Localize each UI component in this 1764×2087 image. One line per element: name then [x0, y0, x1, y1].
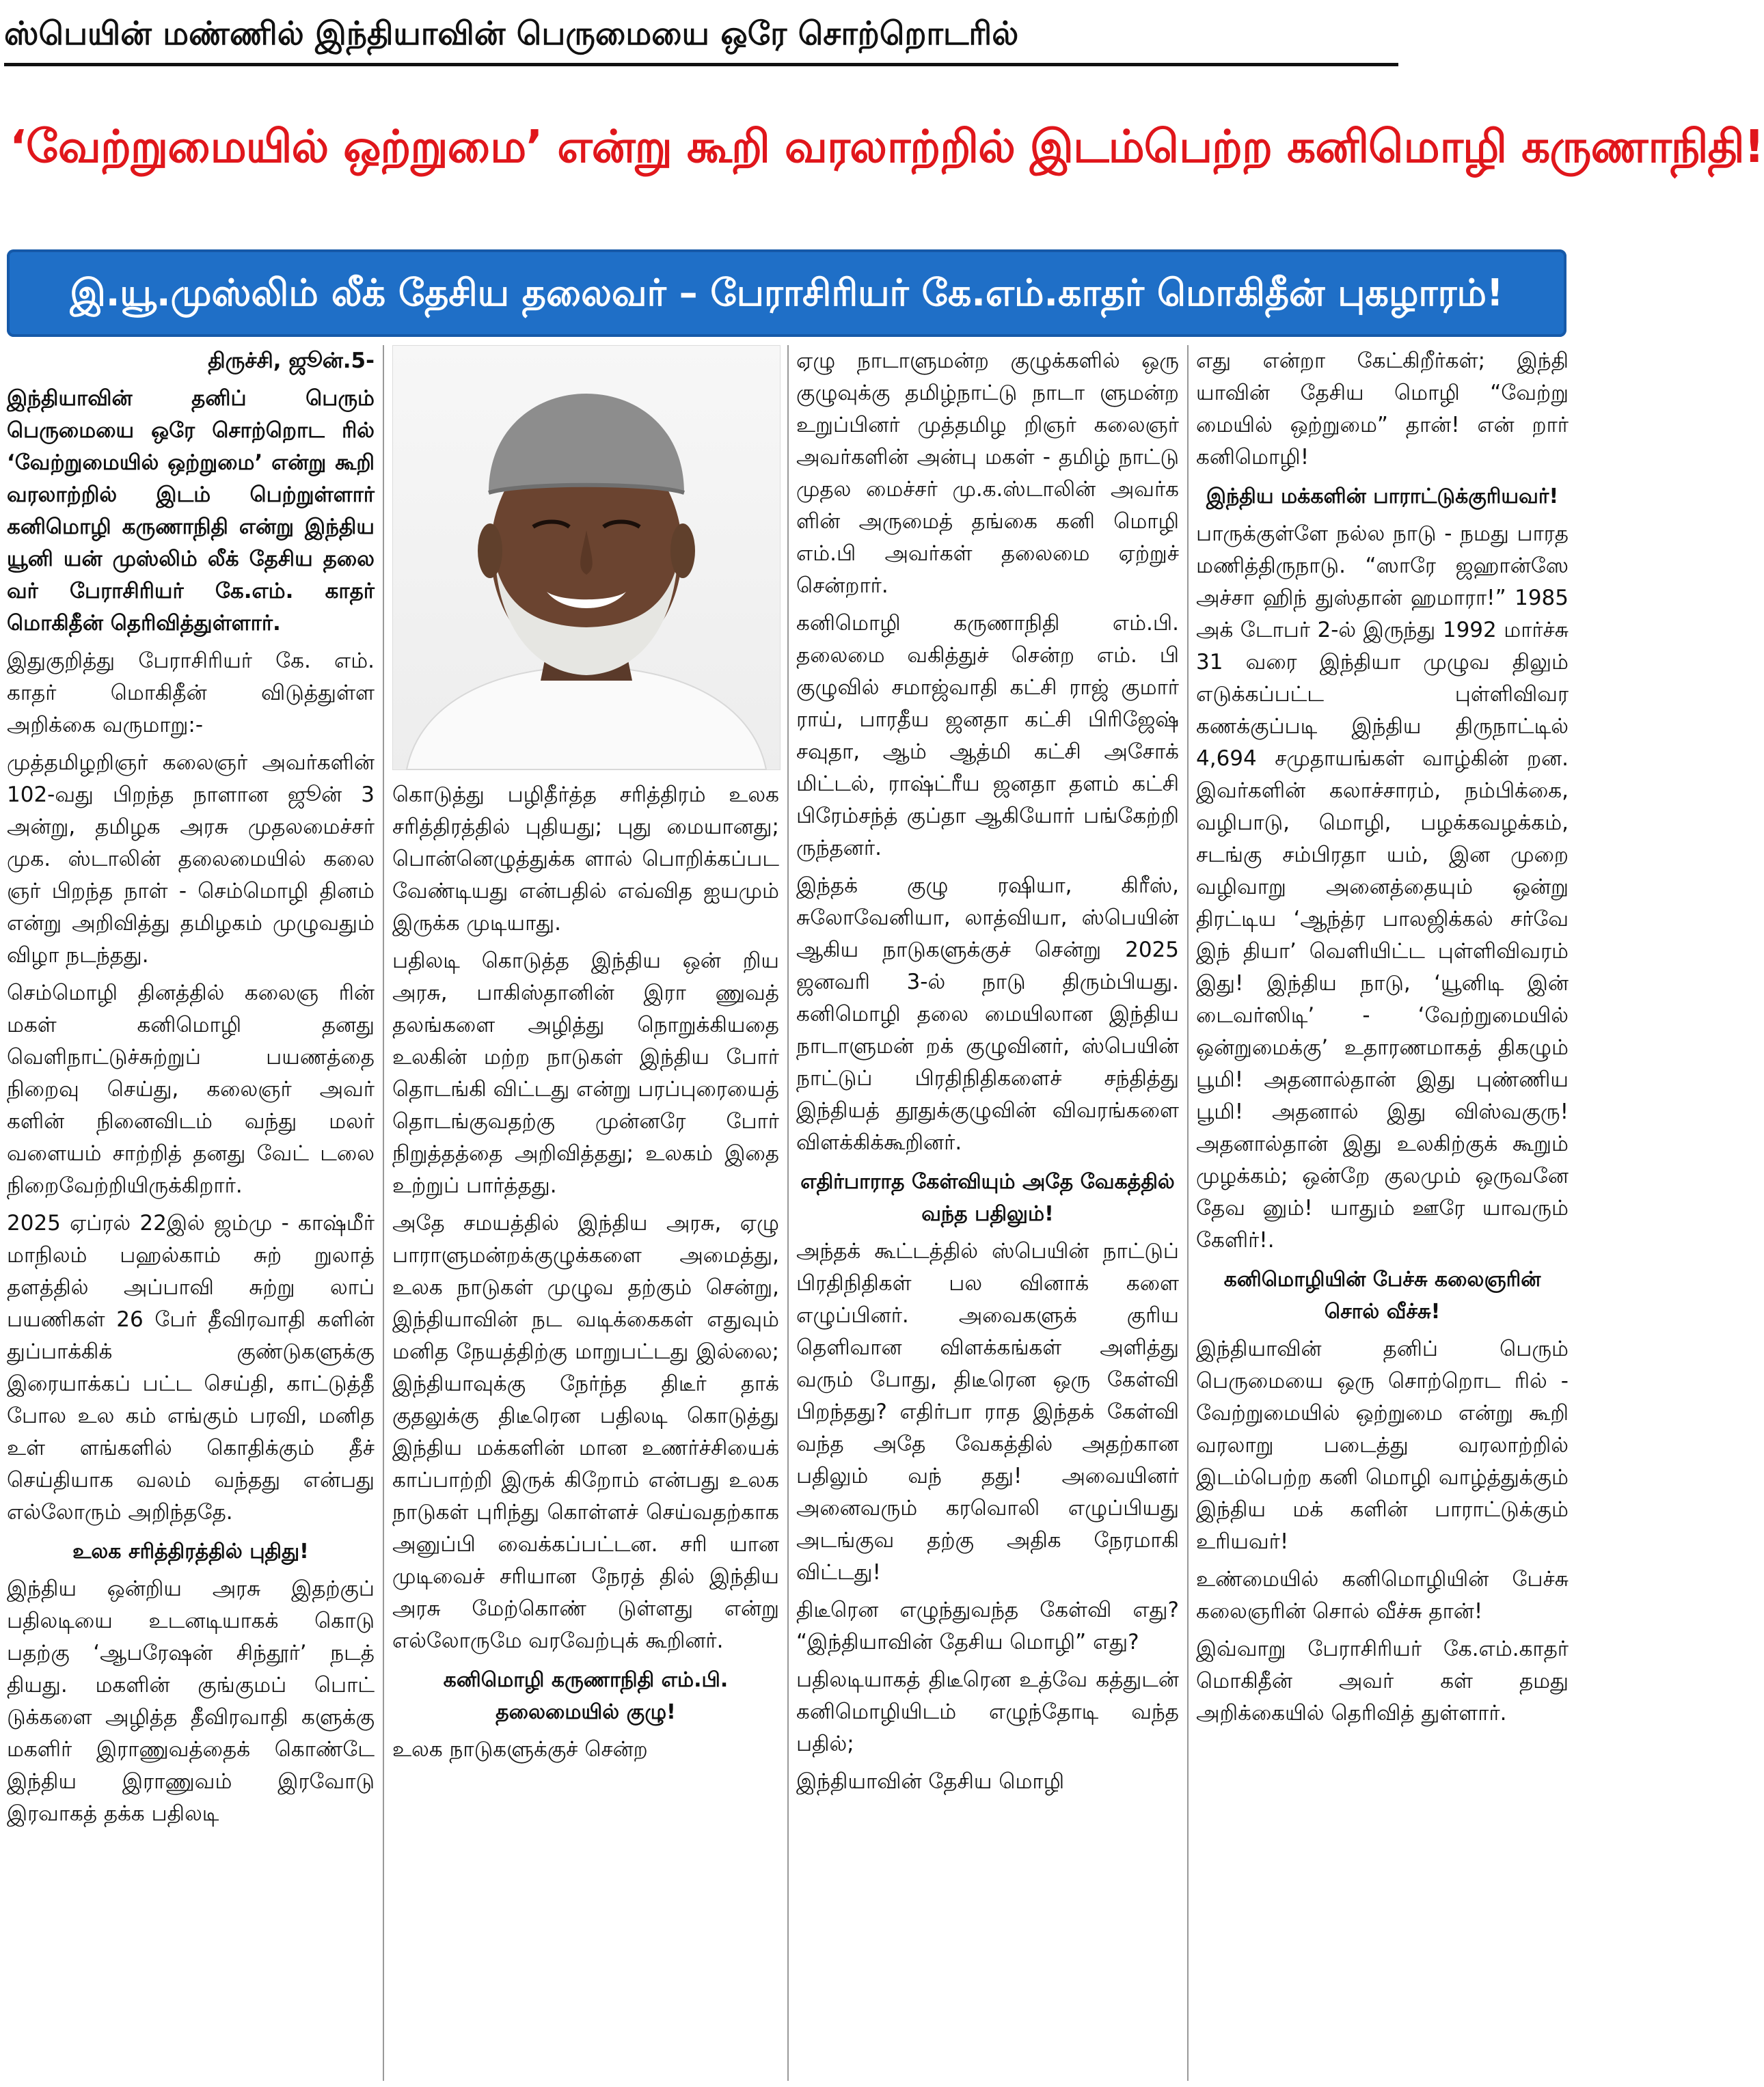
subheading: இந்திய மக்களின் பாராட்டுக்குரியவர்! — [1206, 485, 1559, 508]
paragraph: ஏழு நாடாளுமன்ற குழுக்களில் ஒரு குழுவுக்கு தமிழ்நாட்டு நாடா ளுமன்ற உறுப்பினர் முத்தமிழ றிஞர் கலைஞர் அவர்களின் அன்பு மகள் - தமிழ் நாட்டு முதல மைச்சர் மு.க.ஸ்டாலின் அவர்க ளின் அருமைத் தங்கை கனி மொழி எம்.பி அவர்கள் தலைமை ஏற்றுச் சென்றார். — [796, 349, 1179, 598]
subheading: கனிமொழி கருணாநிதி எம்.பி. தலைமையில் குழு! — [443, 1668, 729, 1724]
dateline: திருச்சி, ஜூன்.5- — [208, 349, 375, 373]
paragraph: உலக நாடுகளுக்குச் சென்ற — [392, 1737, 648, 1762]
paragraph: அந்தக் கூட்டத்தில் ஸ்பெயின் நாட்டுப் பிரதிநிதிகள் பல வினாக் களை எழுப்பினர். அவைகளுக் குரிய தெளிவான விளக்கங்கள் அளித்து வரும் போது, திடீரென ஒரு கேள்வி பிறந்தது? எதிர்பா ராத இந்தக் கேள்வி வந்த அதே வேகத்தில் அதற்கான பதிலும் வந் தது! அவையினர் அனைவரும் கரவொலி எழுப்பியது அடங்குவ தற்கு அதிக நேரமாகி விட்டது! — [796, 1239, 1179, 1585]
portrait-man-icon — [393, 346, 780, 769]
column-divider — [787, 345, 789, 2081]
main-headline: ‘வேற்றுமையில் ஒற்றுமை’ என்று கூறி வரலாற்றில் இடம்பெற்ற கனிமொழி கருணாநிதி! — [10, 120, 1764, 173]
banner-text: இ.யூ.முஸ்லிம் லீக் தேசிய தலைவர் – பேராசிரியர் கே.எம்.காதர் மொகிதீன் புகழாரம்! — [70, 271, 1504, 314]
subheadline-banner — [7, 249, 1566, 337]
column-2 — [392, 779, 779, 2081]
paragraph: இவ்வாறு பேராசிரியர் கே.எம்.காதர் மொகிதீன் அவர் கள் தமது அறிக்கையில் தெரிவித் துள்ளார். — [1196, 1637, 1569, 1725]
paragraph: திடீரென எழுந்துவந்த கேள்வி எது? “இந்தியாவின் தேசிய மொழி” எது? — [796, 1598, 1179, 1654]
paragraph: உண்மையில் கனிமொழியின் பேச்சு கலைஞரின் சொல் வீச்சு தான்! — [1196, 1567, 1569, 1624]
kicker-underline — [4, 63, 1398, 66]
paragraph: இந்தியாவின் தனிப் பெரும் பெருமையை ஒரு சொற்றொட ரில் - வேற்றுமையில் ஒற்றுமை என்று கூறி வரலாறு படைத்து வரலாற்றில் இடம்பெற்ற கனி மொழி வாழ்த்துக்கும் இந்திய மக் களின் பாராட்டுக்கும் உரியவர்! — [1196, 1337, 1569, 1554]
paragraph: இந்தக் குழு ரஷியா, கிரீஸ், சுலோவேனியா, லாத்வியா, ஸ்பெயின் ஆகிய நாடுகளுக்குச் சென்று 2025 ஜனவரி 3-ல் நாடு திரும்பியது. கனிமொழி தலை மையிலான இந்திய நாடாளுமன் றக் குழுவினர், ஸ்பெயின் நாட்டுப் பிரதிநிதிகளைச் சந்தித்து இந்தியத் தூதுக்குழுவின் விவரங்களை விளக்கிக்கூறினர். — [796, 873, 1179, 1155]
column-3 — [796, 345, 1179, 2081]
column-divider — [383, 345, 384, 2081]
kicker-headline: ஸ்பெயின் மண்ணில் இந்தியாவின் பெருமையை ஒரே சொற்றொடரில் — [4, 15, 1019, 53]
column-4 — [1196, 345, 1569, 2081]
paragraph: அதே சமயத்தில் இந்திய அரசு, ஏழு பாராளுமன்றக்குழுக்களை அமைத்து, உலக நாடுகள் முழுவ தற்கும் சென்று, இந்தியாவின் நட வடிக்கைகள் எதுவும் மனித நேயத்திற்கு மாறுபட்டது இல்லை; இந்தியாவுக்கு நேர்ந்த திடீர் தாக் குதலுக்கு திடீரென பதிலடி கொடுத்து இந்திய மக்களின் மான உணர்ச்சியைக் காப்பாற்றி இருக் கிறோம் என்பது உலக நாடுகள் புரிந்து கொள்ளச் செய்வதற்காக அனுப்பி வைக்கப்பட்டன. சரி யான முடிவைச் சரியான நேரத் தில் இந்திய அரசு மேற்கொண் டுள்ளது என்று எல்லோருமே வரவேற்புக் கூறினர். — [392, 1211, 779, 1653]
subheading: கனிமொழியின் பேச்சு கலைஞரின் சொல் வீச்சு! — [1223, 1268, 1541, 1324]
subheading: உலக சரித்திரத்தில் புதிது! — [72, 1540, 309, 1564]
paragraph: கனிமொழி கருணாநிதி எம்.பி. தலைமை வகித்துச் சென்ற எம். பி குழுவில் சமாஜ்வாதி கட்சி ராஜ் குமார் ராய், பாரதீய ஜனதா கட்சி பிரிஜேஷ் சவுதா, ஆம் ஆத்மி கட்சி அசோக் மிட்டல், ராஷ்ட்ரீய ஜனதா தளம் கட்சி பிரேம்சந்த் குப்தா ஆகியோர் பங்கேற்றி ருந்தனர். — [796, 611, 1179, 860]
subheading: எதிர்பாராத கேள்வியும் அதே வேகத்தில் வந்த பதிலும்! — [800, 1170, 1175, 1226]
paragraph: எது என்றா கேட்கிறீர்கள்; இந்தி யாவின் தேசிய மொழி “வேற்று மையில் ஒற்றுமை” தான்! என் றார் கனிமொழி! — [1196, 349, 1569, 469]
paragraph: 2025 ஏப்ரல் 22இல் ஜம்மு - காஷ்மீர் மாநிலம் பஹல்காம் சுற் றுலாத் தளத்தில் அப்பாவி சுற்று லாப் பயணிகள் 26 பேர் தீவிரவாதி களின் துப்பாக்கிக் குண்டுகளுக்கு இரையாக்கப் பட்ட செய்தி, காட்டுத்தீ போல உல கம் எங்கும் பரவி, மனித உள் ளங்களில் கொதிக்கும் தீச் செய்தியாக வலம் வந்தது என்பது எல்லோரும் அறிந்ததே. — [7, 1211, 375, 1525]
column-divider — [1187, 345, 1189, 2081]
paragraph: பாருக்குள்ளே நல்ல நாடு - நமது பாரத மணித்திருநாடு. “ஸாரே ஜஹான்ஸே அச்சா ஹிந் துஸ்தான் ஹமாரா!” 1985 அக் டோபர் 2-ல் இருந்து 1992 மார்ச்சு 31 வரை இந்தியா முழுவ திலும் எடுக்கப்பட்ட புள்ளிவிவர கணக்குப்படி இந்திய திருநாட்டில் 4,694 சமுதாயங்கள் வாழ்கின் றன. இவர்களின் கலாச்சாரம், நம்பிக்கை, வழிபாடு, மொழி, பழக்கவழக்கம், சடங்கு சம்பிரதா யம், இன முறை வழிவாறு அனைத்தையும் ஒன்று திரட்டிய ‘ஆந்த்ர பாலஜிக்கல் சர்வே இந் தியா’ வெளியிட்ட புள்ளிவிவரம் இது! இந்திய நாடு, ‘யூனிடி இன் டைவர்ஸிடி’ - ‘வேற்றுமையில் ஒன்றுமைக்கு’ உதாரணமாகத் திகழும் பூமி! அதனால்தான் இது புண்ணிய பூமி! அதனால் இது விஸ்வகுரு! அதனால்தான் இது உலகிற்குக் கூறும் முழக்கம்; ஒன்றே குலமும் ஒருவனே தேவ னும்! யாதும் ஊரே யாவரும் கேளிர்!. — [1196, 521, 1569, 1253]
paragraph: பதிலடியாகத் திடீரென உத்வே கத்துடன் கனிமொழியிடம் எழுந்தோடி வந்த பதில்; — [796, 1667, 1179, 1756]
paragraph: இந்தியாவின் தேசிய மொழி — [796, 1769, 1065, 1794]
lead-paragraph: இந்தியாவின் தனிப் பெரும் பெருமையை ஒரே சொற்றொட ரில் ‘வேற்றுமையில் ஒற்றுமை’ என்று கூறி வரலாற்றில் இடம் பெற்றுள்ளார் கனிமொழி கருணாநிதி என்று இந்திய யூனி யன் முஸ்லிம் லீக் தேசிய தலை வர் பேராசிரியர் கே.எம். காதர் மொகிதீன் தெரிவித்துள்ளார். — [7, 386, 375, 636]
paragraph: பதிலடி கொடுத்த இந்திய ஒன் றிய அரசு, பாகிஸ்தானின் இரா ணுவத் தலங்களை அழித்து நொறுக்கியதை உலகின் மற்ற நாடுகள் இந்திய போர் தொடங்கி விட்டது என்று பரப்புரையைத் தொடங்குவதற்கு முன்னரே போர் நிறுத்தத்தை அறிவித்தது; உலகம் இதை உற்றுப் பார்த்தது. — [392, 949, 779, 1198]
paragraph: இந்திய ஒன்றிய அரசு இதற்குப் பதிலடியை உடனடியாகக் கொடு பதற்கு ‘ஆபரேஷன் சிந்தூர்’ நடத் தியது. மகளின் குங்குமப் பொட் டுக்களை அழித்த தீவிரவாதி களுக்கு மகளிர் இராணுவத்தைக் கொண்டே இந்திய இராணுவம் இரவோடு இரவாகத் தக்க பதிலடி — [7, 1577, 375, 1826]
column-1 — [7, 345, 375, 2081]
paragraph: செம்மொழி தினத்தில் கலைஞ ரின் மகள் கனிமொழி தனது வெளிநாட்டுச்சுற்றுப் பயணத்தை நிறைவு செய்து, கலைஞர் அவர் களின் நினைவிடம் வந்து மலர் வளையம் சாற்றித் தனது வேட் டலை நிறைவேற்றியிருக்கிறார். — [7, 981, 375, 1198]
paragraph: முத்தமிழறிஞர் கலைஞர் அவர்களின் 102-வது பிறந்த நாளான ஜூன் 3 அன்று, தமிழக அரசு முதலமைச்சர் முக. ஸ்டாலின் தலைமையில் கலை ஞர் பிறந்த நாள் - செம்மொழி தினம் என்று அறிவித்து தமிழகம் முழுவதும் விழா நடந்தது. — [7, 750, 375, 968]
paragraph: கொடுத்து பழிதீர்த்த சரித்திரம் உலக சரித்திரத்தில் புதியது; புது மையானது; பொன்னெழுத்துக்க ளால் பொறிக்கப்பட வேண்டியது என்பதில் எவ்வித ஐயமும் இருக்க முடியாது. — [392, 782, 779, 936]
paragraph: இதுகுறித்து பேராசிரியர் கே. எம். காதர் மொகிதீன் விடுத்துள்ள அறிக்கை வருமாறு:- — [7, 649, 375, 737]
portrait-photo — [392, 345, 781, 770]
